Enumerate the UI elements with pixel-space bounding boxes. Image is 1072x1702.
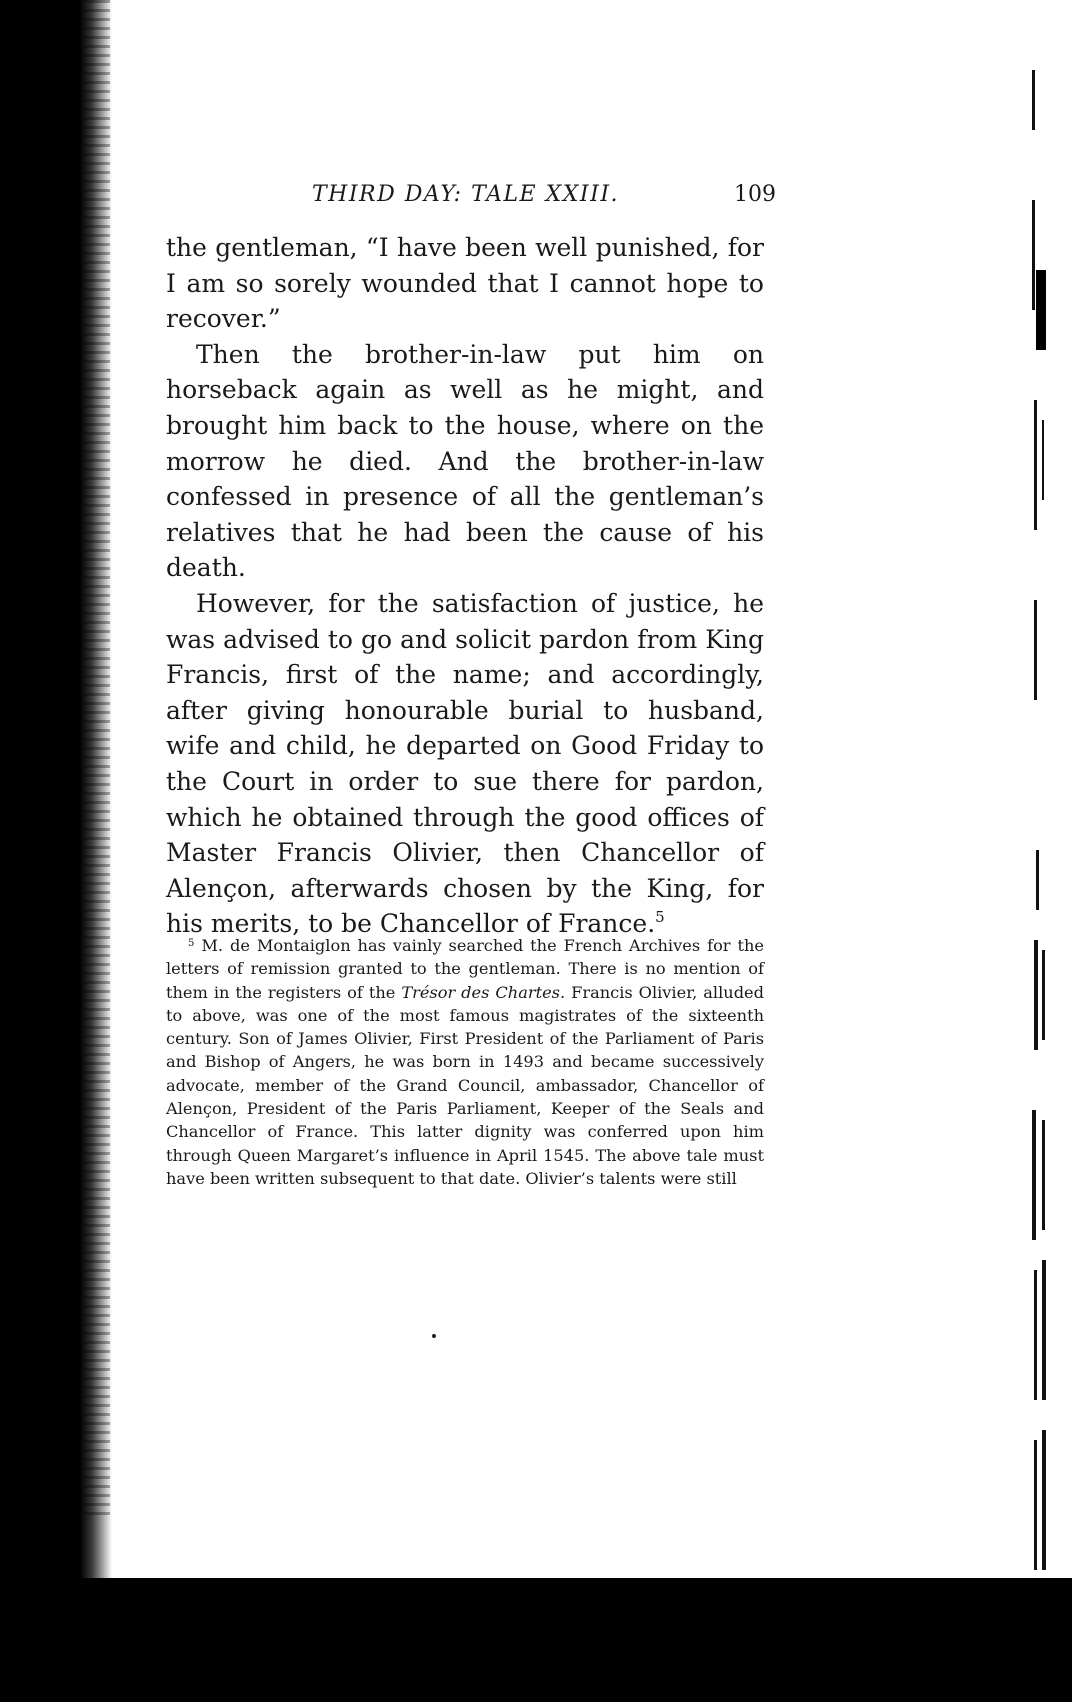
paragraph: Then the brother-in-law put him on horseback again as well as he might, and brought him back to the house, where on the morrow he died. And the brother-in-law confessed in presence of all the gentleman’s relatives that he had been the cause of his death. — [166, 339, 764, 583]
scan-left-edge-texture — [84, 0, 110, 1520]
scan-speck — [432, 1334, 436, 1338]
body-text — [166, 230, 764, 942]
scan-bottom-edge — [0, 1578, 1072, 1702]
footnote-reference[interactable]: 5 — [655, 908, 665, 927]
scan-right-edge — [992, 0, 1072, 1580]
page-number: 109 — [734, 182, 776, 207]
footnote-italic-text: Trésor des Chartes. — [401, 982, 566, 1002]
footnote — [166, 934, 764, 1190]
footnote-marker: 5 — [188, 938, 195, 949]
paragraph: the gentleman, “I have been well punished, for I am so sorely wounded that I cannot hope to recover.” — [166, 233, 764, 334]
footnote-text: M. de Montaiglon has vainly searched the French Archives for the letters of remission granted to the gentleman. There is no mention of them in the registers of the — [166, 936, 764, 1002]
footnote-text-continued: Francis Olivier, alluded to above, was one of the most famous magistrates of the sixteenth century. Son of James Olivier, First President of the Parliament of Paris and Bishop of Angers, he was born in 1493 and became successively advocate, member of the Grand Council, ambassador, Chancellor of Alençon, President of the Paris Parliament, Keeper of the Seals and Chancellor of France. This latter dignity was conferred upon him through Queen Margaret’s influence in April 1545. The above tale must have been written subsequent to that date. Olivier’s talents were still — [166, 982, 764, 1188]
paragraph — [166, 586, 764, 942]
running-head-title: THIRD DAY: TALE XXIII. — [312, 182, 620, 207]
paragraph-text: However, for the satisfaction of justice, he was advised to go and solicit pardon from King Francis, first of the name; and accordingly, after giving honourable burial to husband, wife and child, he departed on Good Friday to the Court in order to sue there for pardon, which he obtained through the good offices of Master Francis Olivier, then Chancellor of Alençon, afterwards chosen by the King, for his merits, to be Chancellor of France. — [166, 588, 764, 939]
running-head — [168, 182, 780, 212]
